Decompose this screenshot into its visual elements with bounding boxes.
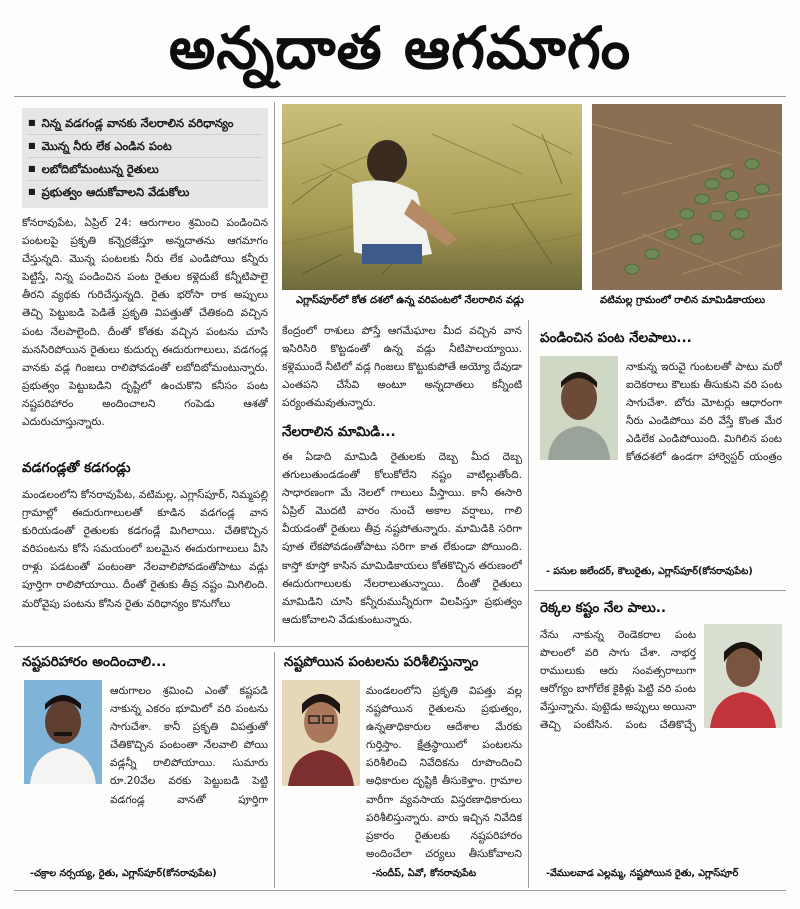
highlight-item: ■ ప్రభుత్వం ఆదుకోవాలని వేడుకోలు [28,181,262,203]
highlight-item: ■ మొన్న నీరు లేక ఎండిన పంట [28,135,262,158]
narsayya-portrait [24,680,102,784]
officer-quote-text: మండలంలోని ప్రకృతి విపత్తు వల్ల నష్టపోయిన రైతులను ప్రభుత్వం, ఉన్నతాధికారుల ఆదేశాల మేరకు గుర్తిస్తాం. క్షేత్రస్థాయిలో పంటలను పరిశీలించి నివేదికను రూపొందించి అధికారుల దృష్టికి తీసుకెళ్తాం. గ్రామాల వారీగా వ్యవసాయ విస్తరణాధికారులు పరిశీలిస్తున్నారు. వారు ఇచ్చిన నివేదిక ప్రకారం రైతులకు నష్టపరిహారం అందించేలా చర్యలు తీసుకోవాలని [366,685,522,860]
headline: అన్నదాత ఆగమాగం [168,14,632,82]
hail-paragraph: మండలంలోని కోనరావుపేట, వటిమల్ల, ఎగ్లాస్‌పూర్, నిమ్మపల్లి గ్రామాల్లో ఈదురుగాలులతో కూడిన వడగండ్ల వాన కురియడంతో రైతులకు కడగండ్లే మిగిలాయి. చేతికొచ్చిన వరిపంటను కోసే సమయంలో బలమైన ఈదురుగాలులు వీసి రాళ్లు పడటంతో పంటంతా నేలవాలిపోవడంతోపాటు వడ్లు పూర్తిగా రాలిపోయాయి. దీంతో రైతుకు తీవ్ర నష్టం మిగిలింది. మరోవైపు పంటను కోసిన రైతు వరిధాన్యం కొనుగోలు [22,489,268,610]
section-heading: వడగండ్లతో కడగండ్లు [22,460,131,476]
column-divider [274,652,275,888]
section-heading: రెక్కల కష్టం నేల పాలు.. [540,600,667,616]
column-divider [274,102,275,642]
top-rule [14,96,786,97]
highlight-item: ■ లబోదిబోమంటున్న రైతులు [28,158,262,181]
middle-paragraph: కేంద్రంలో రాశులు పోస్తే ఆగమేఘాల మీద వచ్చిన వాన ఇసిరిసిరి కొట్టడంతో ఉన్న వడ్లు నీటిపాలయ్యాయి. కళ్లెముందే నీటిలో వడ్ల గింజలు కొట్టుకుపోతే అయ్యో దేవుడా ఎంతపని చేసేవి అంటూ అన్నదాతలు కన్నీంటి పర్యంతమవుతున్నారు. [282,325,522,410]
paddy-field-photo [282,104,582,290]
photo-caption: ఎగ్లాస్‌పూర్‌లో కోత దశలో ఉన్న వరిపంటలో నేలరాలిన వడ్లు [296,295,524,306]
mango-photo [592,104,782,290]
quote-signature: -సందీప్, ఏవో, కోనరావుపేట [372,868,477,879]
quote-signature: -వేములవాడ ఎల్లమ్మ, నష్టపోయిన రైతు, ఎగ్లాస్‌పూర్ [546,868,739,879]
section-rule [534,590,786,591]
quote-signature: - పసుల జలేందర్, కౌలురైతు, ఎగ్లాస్‌పూర్(కోనరావుపేట) [546,566,753,577]
section-heading: పండించిన పంట నేలపాలు... [540,330,692,346]
column-divider [528,596,529,888]
farmer-portrait [540,356,618,460]
section-heading: నేలరాలిన మామిడి... [282,424,396,440]
woman-farmer-portrait [704,624,782,728]
photo-caption: వటిమల్ల గ్రామంలో రాలిన మామిడికాయలు [600,295,766,306]
officer-portrait [282,680,360,786]
compensation-quote-text: ఆరుగాలం శ్రమించి ఎంతో కష్టపడి నాకున్న ఎకరం భూమిలో వరి పంటను సాగుచేశా. కానీ ప్రకృతి విపత్తుతో చేతికొచ్చిన పంటంతా నేలవాలి పోయి వడ్లన్నీ రాలిపోయాయి. సుమారు రూ.20వేల వరకు పెట్టుబడి పెట్టి వడగండ్ల వానతో పూర్తిగా [110,685,268,806]
highlight-item: ■ నిన్న వడగండ్ల వానకు నేలరాలిన వరిధాన్యం [28,112,262,135]
intro-paragraph: కోనరావుపేట, ఏప్రిల్ 24: ఆరుగాలం శ్రమించి పండించిన పంటలపై ప్రకృతి కన్నెర్రజేస్తూ అన్నదాతను ఆగమాగం చేస్తున్నది. మొన్న పంటలకు నీరు లేక ఎండిపోయి కన్నీరు పెట్టిస్తే, నిన్న పండించిన పంట రైతుల కళ్లెదుటే కన్నీటిపాలై తీరని వ్యథకు గురిచేస్తున్నది. రైతు భరోసా రాక అప్పులు తెచ్చి పెట్టుబడి పెడితే ప్రకృతి విపత్తుతో చేతికంది వచ్చిన పంట నేలపాలైంది. దీంతో కోతకు వచ్చిన పంటను చూసి మనసిరిపోయిన రైతులు కుదుర్చు ఈదురుగాలులు, వడగండ్ల వానకు వడ్ల గింజలు రాలిపోవడంతో లబోదిబోమంటున్నారు. ప్రభుత్వం పెట్టుబడిని దృష్టిలో ఉంచుకొని కనీసం పంట నష్టపరిహారం అందించాలని గంపెడు ఆశతో ఎదురుచూస్తున్నారు. [22,217,268,429]
mango-paragraph: ఈ ఏడాది మామిడి రైతులకు దెబ్బ మీద దెబ్బ తగులుతుండడంతో కోలుకోలేని నష్టం వాటిల్లుతోంది. సాధారణంగా మే నెలలో గాలులు వీస్తాయి. కానీ ఈసారి ఏప్రిల్ మొదటి వారం నుంచే అకాల వర్షాలు, గాలి వీయడంతో రైతులు తీవ్ర నష్టపోతున్నారు. మామిడికి సరిగా పూత లేకపోవడంతోపాటు సరిగా కాత లేకుండా పోయింది. కాస్తో కూస్తో కాసిన మామిడికాయలు కోతకొచ్చిన తరుణంలో ఈదురుగాలులకు నేలరాలుతున్నాయి. దీంతో రైతులు మామిడిని చూసి కన్నీరుమున్నీరుగా విలపిస్తూ ప్రభుత్వం ఆదుకోవాలని వేడుకుంటున్నారు. [282,451,522,626]
section-heading: నష్టపరిహారం అందించాలి... [22,654,167,670]
column-divider [528,320,529,642]
crop-quote-text: నాకున్న ఇరువై గుంటలతో పాటు మరో ఐదెకరాలు కౌలుకు తీసుకుని వరి పంట సాగుచేశా. బోరు మోటర్లు ఆధారంగా నీరు ఎండిపోయి వరి వేస్తే కొంత మేర ఎడిలేక ఎండిపోయింది. మిగిలిన పంట కోతదశలో ఉండగా హార్వెస్టర్ యంత్రం [626,361,782,464]
hard-work-text-top: నేను నాకున్న రెండెకరాల పంట పొలంలో వరి సాగు చేశా. నాభర్త రాములుకు ఆరు సంవత్సరాలుగా ఆరోగ్యం బాగోలేక కైకిళ్లు పెట్టి వరి పంట వేస్తున్నాను. పుట్టెడు అప్పులు అయినా తెచ్చి పంటేసిన. పంట చేతికొచ్చే [540,629,696,732]
bottom-rule [14,646,528,647]
highlights-box [22,108,268,208]
quote-signature: -చక్రాల నర్సయ్య, రైతు, ఎగ్లాస్‌పూర్(కోనరావుపేట) [30,868,217,879]
section-heading: నష్టపోయిన పంటలను పరిశీలిస్తున్నాం [284,654,479,670]
footer-rule [14,890,786,891]
